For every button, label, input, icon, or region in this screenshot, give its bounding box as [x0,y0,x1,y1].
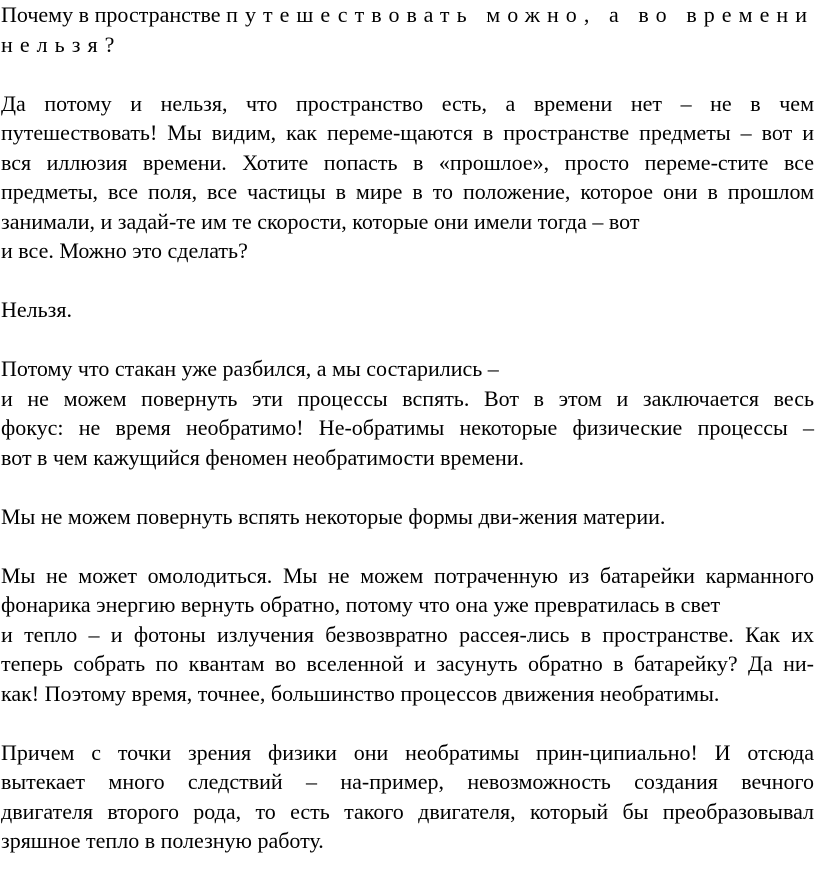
paragraph-line: теперь собрать по квантам во вселенной и засунуть обратно в батарейку? Да ни- [1,651,814,676]
paragraph-line: Да потому и нельзя, что пространство есть, а времени нет – не в чем [1,90,814,116]
paragraph-line: Мы не можем повернуть вспять некоторые формы дви-жения материи. [1,503,666,529]
heading-line-1 [1,0,814,30]
paragraph-line: как! Поэтому время, точнее, большинство процессов движения необратимы. [1,680,720,706]
heading-line-2 [1,30,814,60]
paragraph-line: Мы не может омолодиться. Мы не можем потраченную из батарейки карманного [1,562,814,588]
paragraph-line: Причем с точки зрения физики они необратимы прин-ципиально! И отсюда [1,739,814,765]
paragraph-line: путешествовать! Мы видим, как переме-щаются в пространстве предметы – вот и [1,120,814,145]
paragraph [1,295,814,325]
paragraph-line: двигателя второго рода, то есть такого двигателя, который бы преобразовывал [1,798,814,824]
question-heading [1,0,814,59]
heading-text-plain: Почему в пространстве [1,2,221,27]
paragraph-line: и не можем повернуть эти процессы вспять. Вот в этом и заключается весь [1,385,814,411]
paragraph-line: фонарика энергию вернуть обратно, потому что она уже превратилась в свет [1,592,721,617]
paragraph-line: Потому что стакан уже разбился, а мы состарились – [1,356,499,381]
paragraph-line: вот в чем кажущийся феномен необратимости времени. [1,444,525,470]
paragraph-line: фокус: не время необратимо! Не-обратимы некоторые физические процессы – [1,415,814,440]
paragraph [1,89,814,266]
paragraph-line: зряшное тепло в полезную работу. [1,828,324,853]
heading-text-spaced-2: нельзя? [1,31,122,57]
paragraph [1,738,814,856]
body-text [1,89,814,856]
paragraph-line: вся иллюзия времени. Хотите попасть в «прошлое», просто переме-стите все [1,149,814,175]
paragraph [1,354,814,472]
paragraph-line: Нельзя. [1,297,72,322]
heading-text-spaced-1: путешествовать можно, а во времени [226,2,815,27]
paragraph [1,561,814,709]
paragraph [1,502,814,532]
paragraph-line: и все. Можно это сделать? [1,238,248,263]
paragraph-line: предметы, все поля, все частицы в мире в то положение, которое они в прошлом [1,179,814,204]
paragraph-line: занимали, и задай-те им те скорости, которые они имели тогда – вот [1,208,640,234]
paragraph-line: вытекает много следствий – на-пример, невозможность создания вечного [1,769,814,794]
paragraph-line: и тепло – и фотоны излучения безвозвратно рассея-лись в пространстве. Как их [1,621,814,647]
